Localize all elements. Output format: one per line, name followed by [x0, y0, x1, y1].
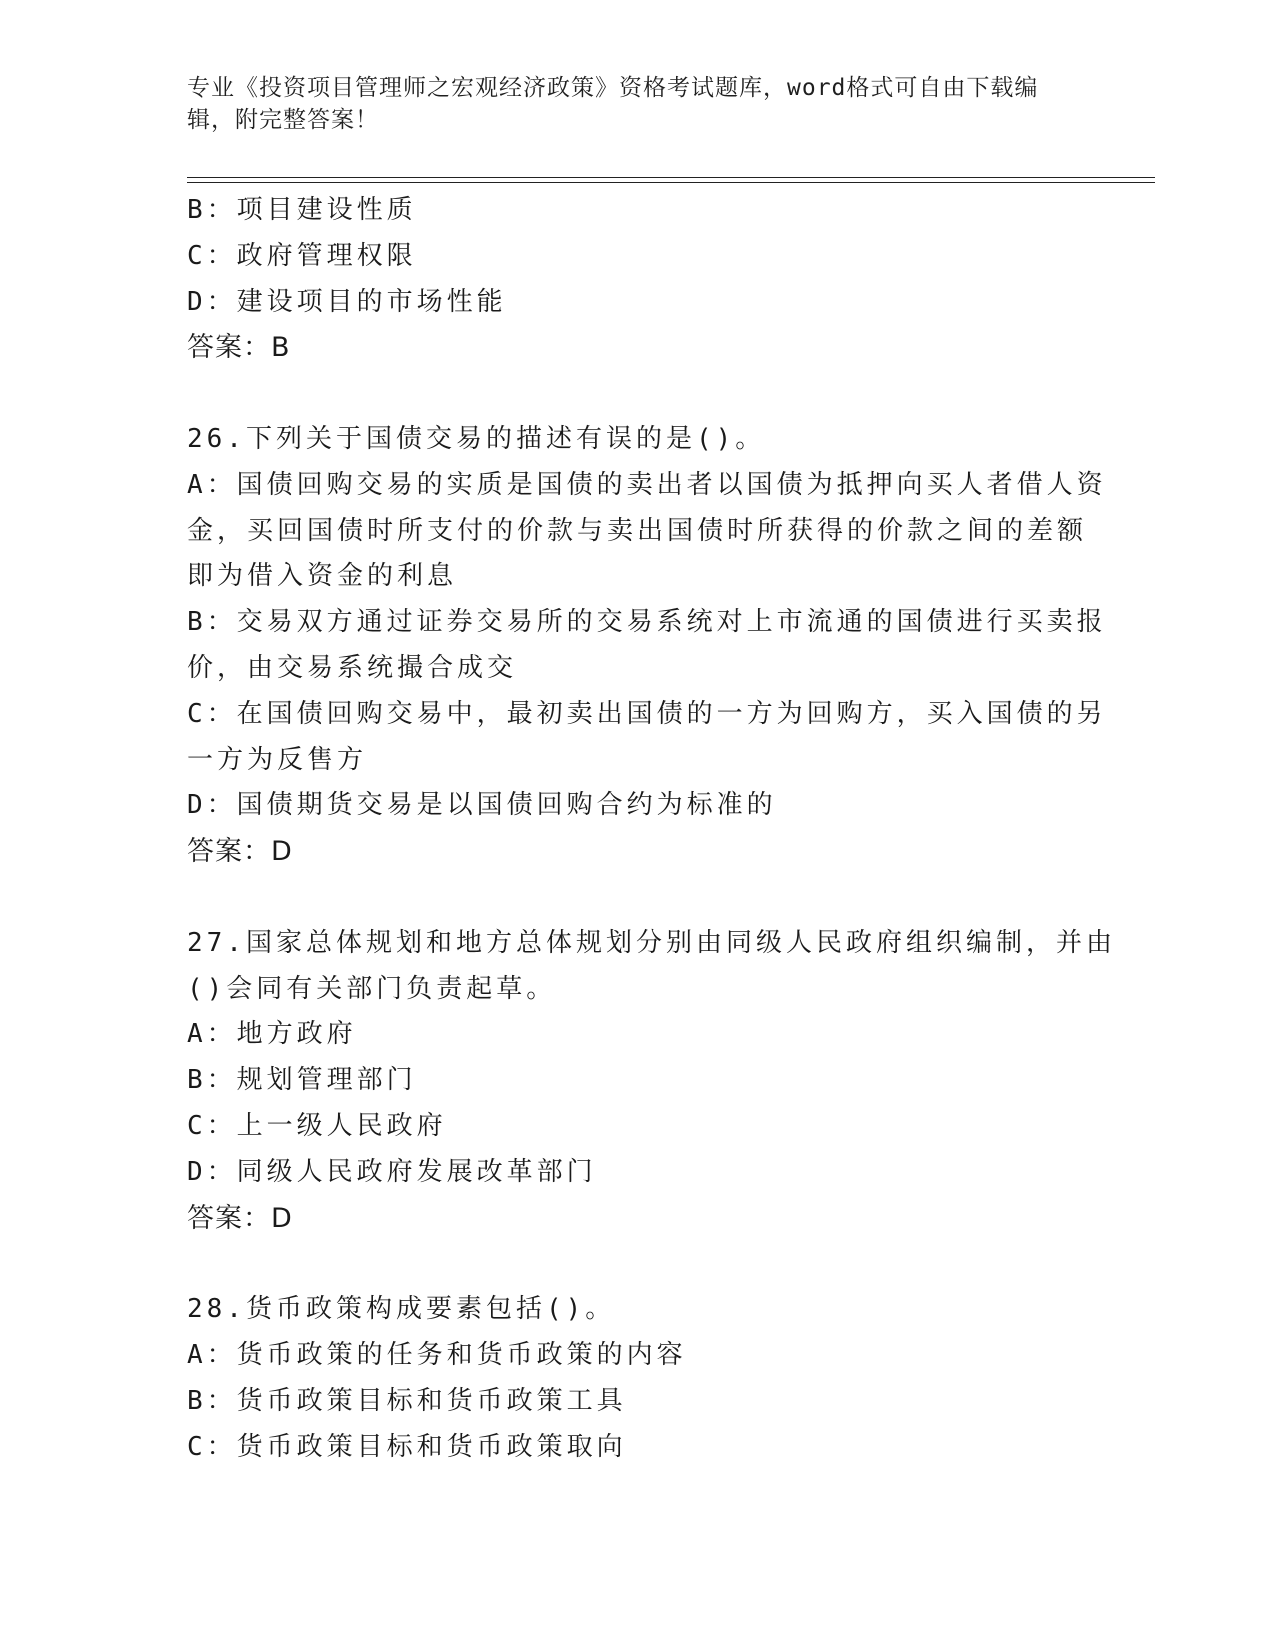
header-line-2: 辑，附完整答案！	[187, 107, 379, 133]
spacer	[187, 371, 1087, 417]
q25-option-b: B：项目建设性质	[187, 195, 417, 225]
document-header	[187, 72, 1067, 136]
q26-option-b-line-2: 价，由交易系统撮合成交	[187, 652, 518, 683]
header-line-1: 专业《投资项目管理师之宏观经济政策》资格考试题库，word格式可自由下载编	[187, 75, 1039, 101]
question-26	[187, 417, 1107, 875]
q27-stem-line-2: ()会同有关部门负责起草。	[187, 973, 557, 1004]
q26-option-d: D：国债期货交易是以国债回购合约为标准的	[187, 790, 777, 821]
q26-option-b-line-1: B：交易双方通过证券交易所的交易系统对上市流通的国债进行买卖报	[187, 607, 1107, 638]
q26-option-a-line-3: 即为借入资金的利息	[187, 561, 458, 592]
spacer	[187, 1241, 1087, 1287]
q26-option-a-line-2: 金，买回国债时所支付的价款与卖出国债时所获得的价款之间的差额	[187, 515, 1088, 546]
q26-stem: 26.下列关于国债交易的描述有误的是()。	[187, 423, 766, 454]
question-content	[187, 188, 1116, 1470]
q26-option-c-line-1: C：在国债回购交易中，最初卖出国债的一方为回购方，买入国债的另	[187, 698, 1107, 729]
q27-answer: 答案：D	[187, 1202, 293, 1234]
header-rule-top	[187, 177, 1155, 178]
question-28	[187, 1287, 1087, 1470]
q25-answer: 答案：B	[187, 332, 291, 364]
q25-option-c: C：政府管理权限	[187, 240, 417, 271]
q28-stem: 28.货币政策构成要素包括()。	[187, 1294, 616, 1325]
spacer	[187, 875, 1087, 921]
question-27	[187, 921, 1116, 1242]
q28-option-b: B：货币政策目标和货币政策工具	[187, 1385, 627, 1416]
header-rule-bottom	[187, 182, 1155, 183]
q26-answer: 答案：D	[187, 836, 293, 868]
q26-option-c-line-2: 一方为反售方	[187, 744, 368, 775]
q28-option-a: A：货币政策的任务和货币政策的内容	[187, 1339, 687, 1370]
q26-option-a-line-1: A：国债回购交易的实质是国债的卖出者以国债为抵押向买人者借人资	[187, 469, 1107, 500]
q28-option-c: C：货币政策目标和货币政策取向	[187, 1431, 627, 1462]
q27-option-a: A：地方政府	[187, 1019, 357, 1050]
question-25-tail	[187, 188, 1087, 371]
q27-option-d: D：同级人民政府发展改革部门	[187, 1156, 597, 1187]
q25-option-d: D：建设项目的市场性能	[187, 286, 507, 317]
q27-option-c: C：上一级人民政府	[187, 1110, 447, 1141]
q27-stem-line-1: 27.国家总体规划和地方总体规划分别由同级人民政府组织编制，并由	[187, 927, 1116, 958]
q27-option-b: B：规划管理部门	[187, 1065, 417, 1096]
